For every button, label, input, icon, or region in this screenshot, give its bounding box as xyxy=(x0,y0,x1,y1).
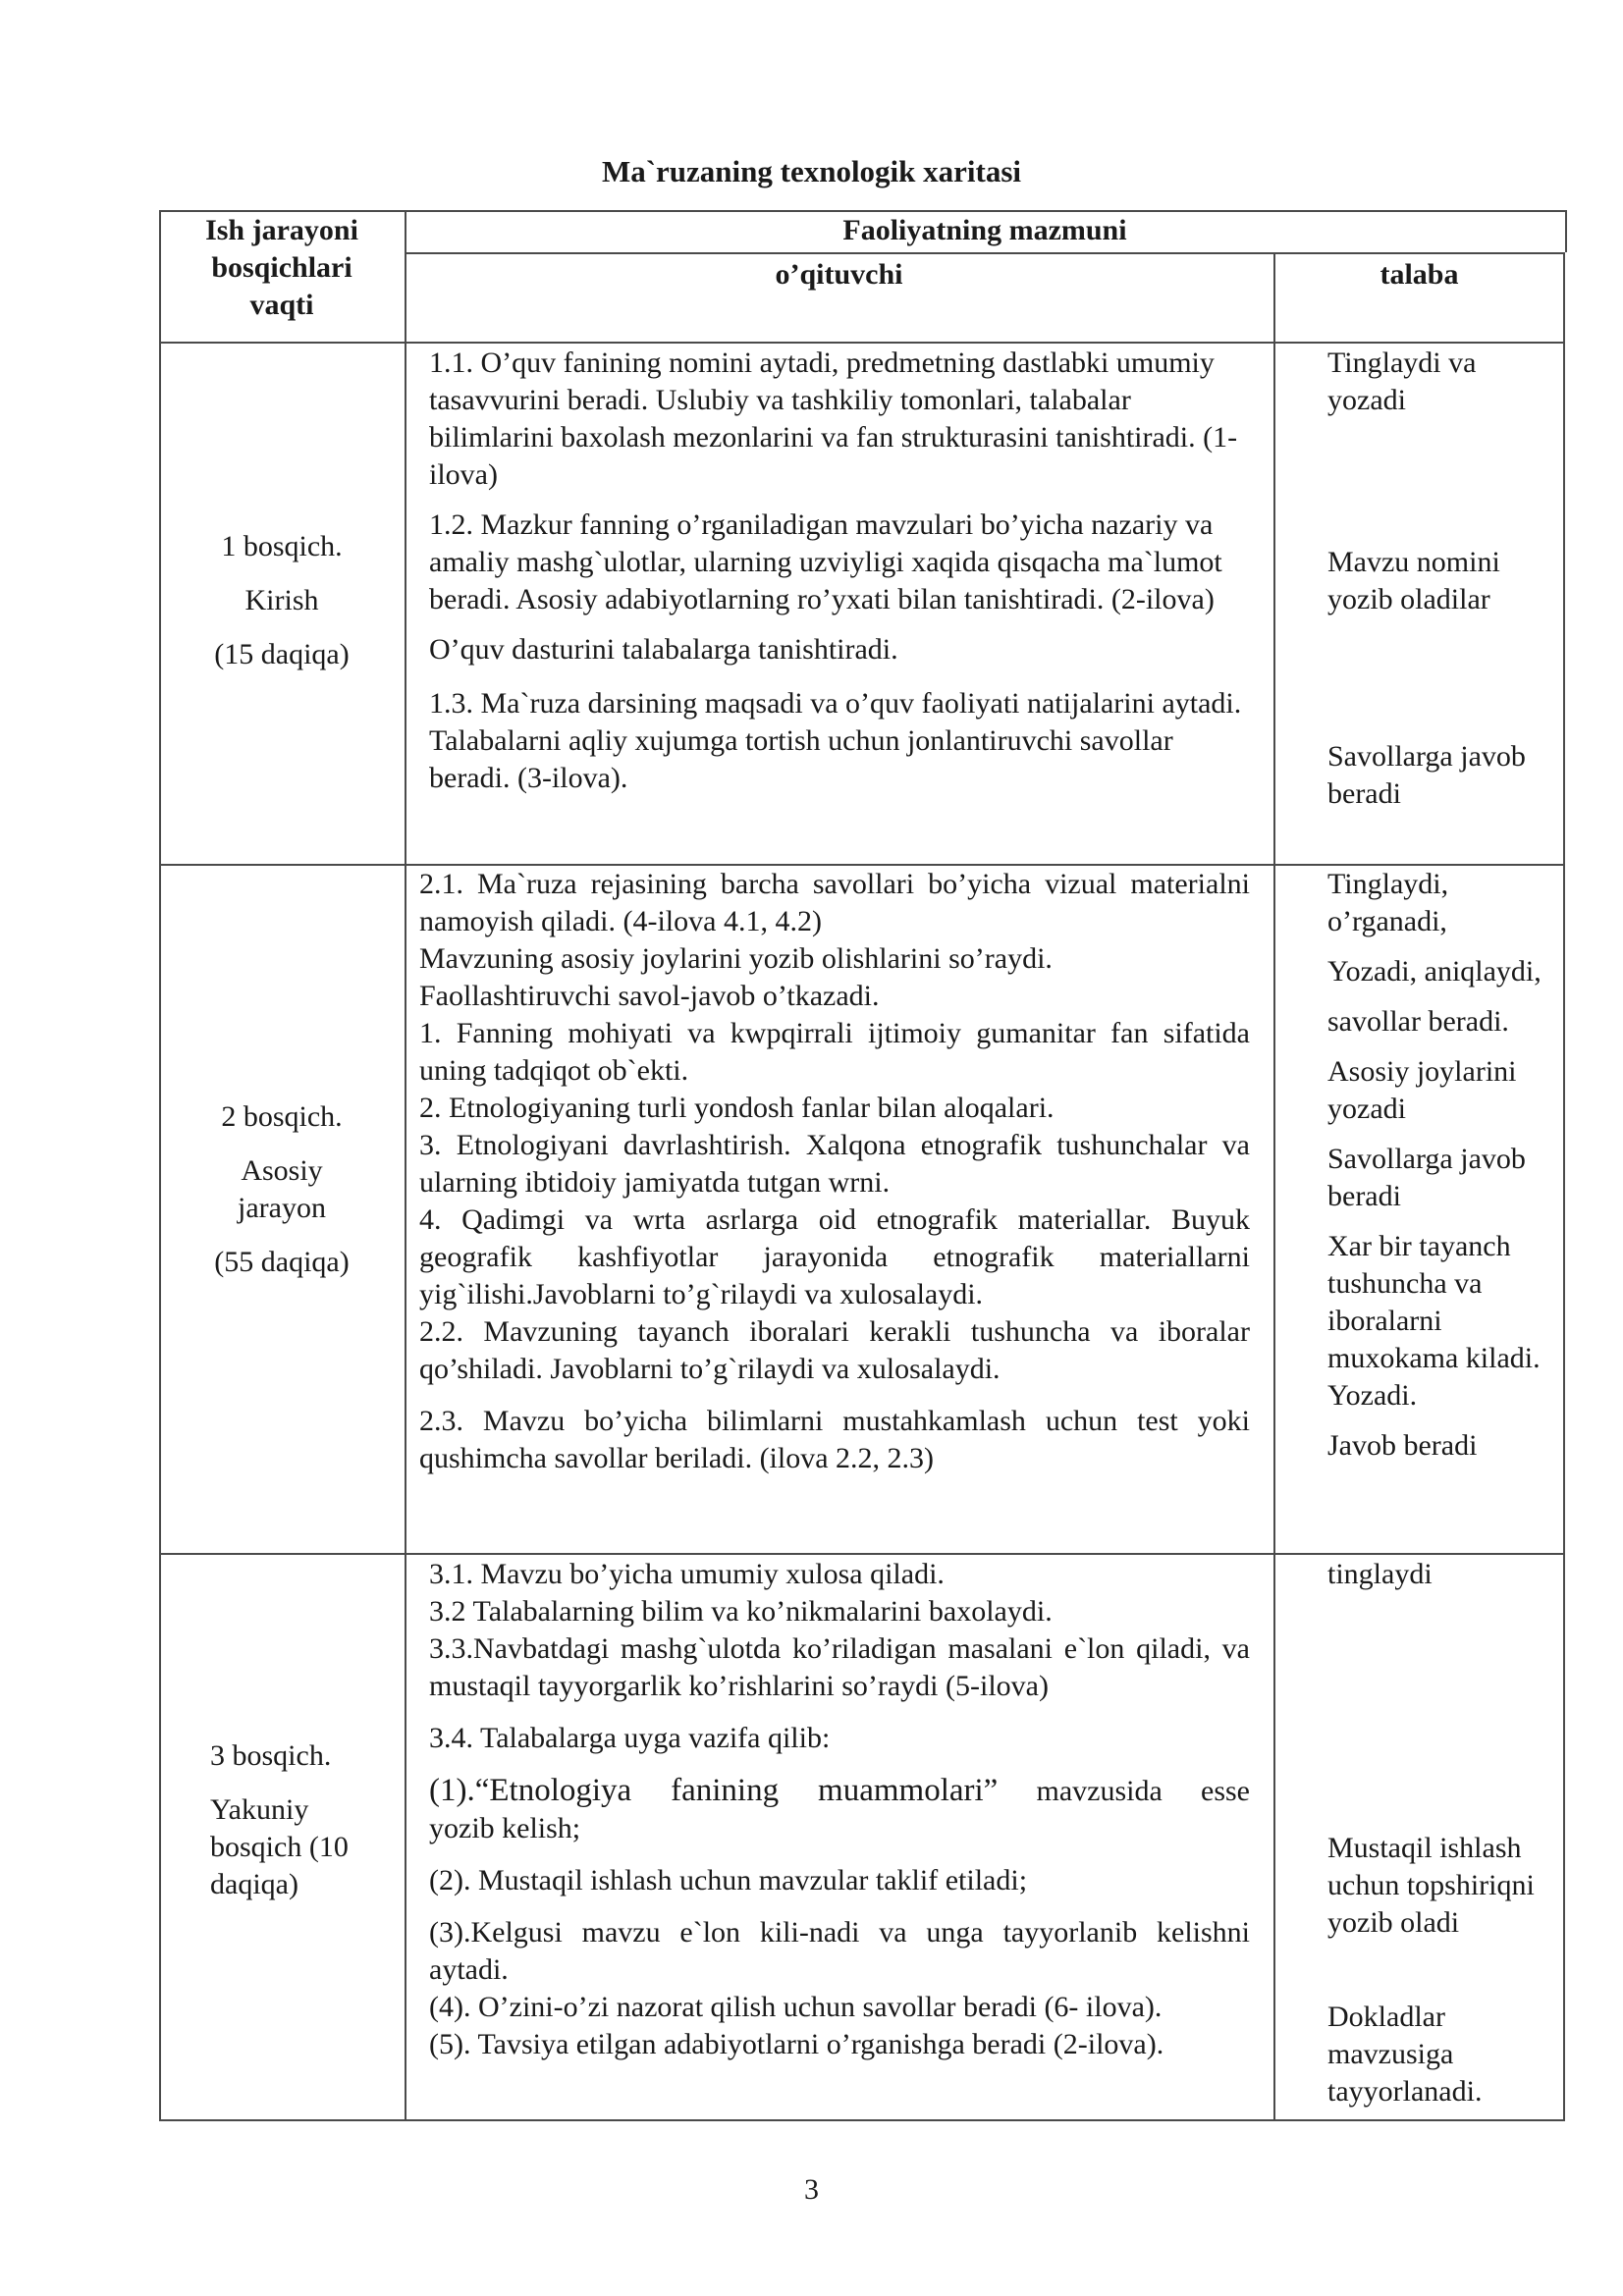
page-number: 3 xyxy=(804,2173,819,2206)
stage-2-label: 2 bosqich. Asosiy jarayon (55 daqiqa) xyxy=(214,1100,350,1278)
stage-1-label: 1 bosqich. Kirish (15 daqiqa) xyxy=(214,530,350,670)
stage-3-label: 3 bosqich. Yakuniy bosqich (10 daqiqa) xyxy=(210,1739,349,1900)
teacher-column-header: o’qituvchi xyxy=(775,258,903,291)
student-column-header: talaba xyxy=(1380,258,1459,291)
technology-map-table: Ish jarayoni bosqichlari vaqti Faoliyatning mazmuni o’qituvchi talaba 1 bosqich. Kirish (15 daqiqa) 1.1. O’quv fanining nomini aytadi, predmetning dastlabki umumiy tasavvurini beradi. Uslubiy va tashkiliy tomonlari, talabalar bilimlarini baxolash mezonlarini va fan strukturasini tanishtiradi. (1-ilova) 1.2. Mazkur fanning o’rganiladigan mavzulari bo’yicha nazariy va amaliy mashg`ulotlar, ularning uzviyligi xaqida qisqacha ma`lumot beradi. Asosiy adabiyotlarning ro’yxati bilan tanishtiradi. (2-ilova) O’quv dasturini talabalarga tanishtiradi. 1.3. Ma`ruza darsining maqsadi va o’quv faoliyati natijalarini aytadi. Talabalarni aqliy xujumga tortish uchun jonlantiruvchi savollar beradi. (3-ilova). Tinglaydi va yozadi Mavzu nomini yozib oladilar Savollarga javob beradi 2 bosqich. Asosiy jarayon (55 daqiqa) 2.1. Ma`ruza rejasining barcha savollari bo’yicha vizual materialni namoyish qiladi. (4-ilova 4.1, 4.2) Mavzuning asosiy joylarini yozib olishlarini so’raydi. Faollashtiruvchi savol-javob o’tkazadi. 1. Fanning mohiyati va kwpqirrali ijtimoiy gumanitar fan sifatida uning tadqiqot ob`ekti. 2. Etnologiyaning turli yondosh fanlar bilan aloqalari. 3. Etnologiyani davrlashtirish. Xalqona etnografik tushunchalar va ularning ibtidoiy jamiyatda tutgan wrni. 4. Qadimgi va wrta asrlarga oid etnografik materiallar. Buyuk geografik kashfiyotlar jarayonida etnografik materiallarni yig`ilishi.Javoblarni to’g`rilaydi va xulosalaydi. 2.2. Mavzuning tayanch iboralari kerakli tushuncha va iboralar qo’shiladi. Javoblarni to’g`rilaydi va xulosalaydi. 2.3. Mavzu bo’yicha bilimlarni mustahkamlash uchun test yoki qushimcha savollar beriladi. (ilova 2.2, 2.3) Tinglaydi, o’rganadi, Yozadi, aniqlaydi, savollar beradi. Asosiy joylarini yozadi Savollarga javob beradi Xar bir tayanch tushuncha va iboralarni muxokama kiladi. Yozadi. Javob beradi 3 bosqich. Yakuniy bosqich (10 daqiqa) 3.1. Mavzu bo’yicha umumiy xulosa qiladi. 3.2 Talabalarning bilim va ko’nikmalarini baxolaydi. 3.3.Navbatdagi mashg`ulotda ko’riladigan masalani e`lon qiladi, va mustaqil tayyorgarlik ko’rishlarini so’raydi (5-ilova) 3.4. Talabalarga uyga vazifa qilib: (1).“Etnologiya fanining muammolari” mavzusida esse yozib kelish; (2). Mustaqil ishlash uchun mavzular taklif etiladi; (3).Kelgusi mavzu e`lon kili-nadi va unga tayyorlanib kelishni aytadi. (4). O’zini-o’zi nazorat qilish uchun savollar beradi (6- ilova). (5). Tavsiya etilgan adabiyotlarni o’rganishga beradi (2-ilova). tinglaydi Mustaqil ishlash uchun topshiriqni yozib oladi Dokladlar mavzusiga tayyorlanadi. xyxy=(159,210,1565,2120)
stage-2-teacher-activity: 2.1. Ma`ruza rejasining barcha savollari bo’yicha vizual materialni namoyish qiladi. (4-ilova 4.1, 4.2) Mavzuning asosiy joylarini yozib olishlarini so’raydi. Faollashtiruvchi savol-javob o’tkazadi. 1. Fanning mohiyati va kwpqirrali ijtimoiy gumanitar fan sifatida uning tadqiqot ob`ekti. 2. Etnologiyaning turli yondosh fanlar bilan aloqalari. 3. Etnologiyani davrlashtirish. Xalqona etnografik tushunchalar va ularning ibtidoiy jamiyatda tutgan wrni. 4. Qadimgi va wrta asrlarga oid etnografik materiallar. Buyuk geografik kashfiyotlar jarayonida etnografik materiallarni yig`ilishi.Javoblarni to’g`rilaydi va xulosalaydi. 2.2. Mavzuning tayanch iboralari kerakli tushuncha va iboralar qo’shiladi. Javoblarni to’g`rilaydi va xulosalaydi. 2.3. Mavzu bo’yicha bilimlarni mustahkamlash uchun test yoki qushimcha savollar beriladi. (ilova 2.2, 2.3) xyxy=(419,868,1250,1474)
document-title: Ma`ruzaning texnologik xaritasi xyxy=(601,154,1022,188)
stage-3-teacher-activity: 3.1. Mavzu bo’yicha umumiy xulosa qiladi. 3.2 Talabalarning bilim va ko’nikmalarini baxolaydi. 3.3.Navbatdagi mashg`ulotda ko’riladigan masalani e`lon qiladi, va mustaqil tayyorgarlik ko’rishlarini so’raydi (5-ilova) 3.4. Talabalarga uyga vazifa qilib: (1).“Etnologiya fanining muammolari” mavzusida esse yozib kelish; (2). Mustaqil ishlash uchun mavzular taklif etiladi; (3).Kelgusi mavzu e`lon kili-nadi va unga tayyorlanib kelishni aytadi. (4). O’zini-o’zi nazorat qilish uchun savollar beradi (6- ilova). (5). Tavsiya etilgan adabiyotlarni o’rganishga beradi (2-ilova). xyxy=(429,1558,1250,2060)
stage-1-teacher-activity: 1.1. O’quv fanining nomini aytadi, predmetning dastlabki umumiy tasavvurini beradi. Uslubiy va tashkiliy tomonlari, talabalar bilimlarini baxolash mezonlarini va fan strukturasini tanishtiradi. (1-ilova) 1.2. Mazkur fanning o’rganiladigan mavzulari bo’yicha nazariy va amaliy mashg`ulotlar, ularning uzviyligi xaqida qisqacha ma`lumot beradi. Asosiy adabiyotlarning ro’yxati bilan tanishtiradi. (2-ilova) O’quv dasturini talabalarga tanishtiradi. 1.3. Ma`ruza darsining maqsadi va o’quv faoliyati natijalarini aytadi. Talabalarni aqliy xujumga tortish uchun jonlantiruvchi savollar beradi. (3-ilova). xyxy=(429,347,1242,794)
activity-content-header: Faoliyatning mazmuni xyxy=(842,214,1127,246)
stage-2-student-activity: Tinglaydi, o’rganadi, Yozadi, aniqlaydi, savollar beradi. Asosiy joylarini yozadi Savollarga javob beradi Xar bir tayanch tushuncha va iboralarni muxokama kiladi. Yozadi. Javob beradi xyxy=(1327,868,1542,1462)
stage-column-header: Ish jarayoni bosqichlari vaqti xyxy=(205,214,358,321)
